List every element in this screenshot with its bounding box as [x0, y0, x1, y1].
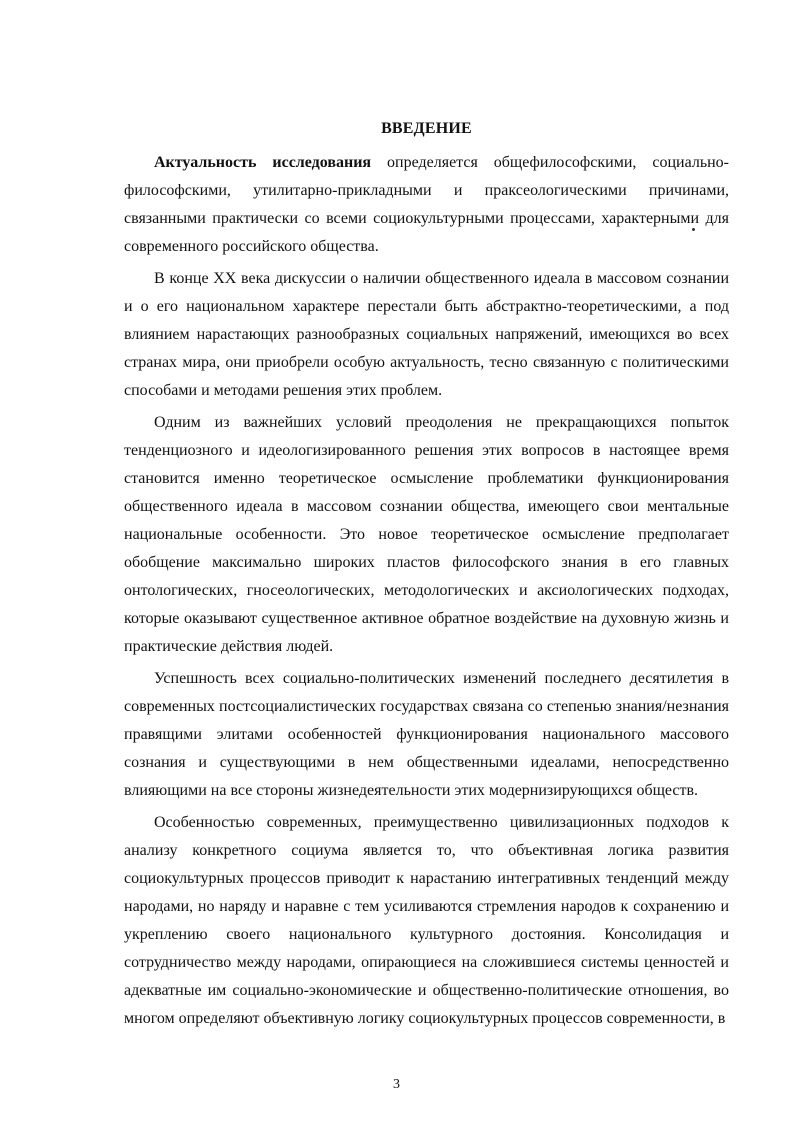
paragraph-text: Успешность всех социально-политических изменений последнего десятилетия в современных постсоциалистических государствах связана со степенью знания/незнания правящими элитами особенностей функционирования национального массового сознания и существующими в нем общественными идеалами, непосредственно влияющими на все стороны жизнедеятельности этих модернизирующихся обществ.: [124, 670, 729, 799]
paragraph-5: [124, 809, 729, 1033]
scan-speck: [692, 228, 695, 231]
paragraph-3: [124, 409, 729, 661]
paragraph-text: Одним из важнейших условий преодоления не прекращающихся попыток тенденциозного и идеологизированного решения этих вопросов в настоящее время становится именно теоретическое осмысление проблематики функционирования общественного идеала в массовом сознании общества, имеющего свои ментальные национальные особенности. Это новое теоретическое осмысление предполагает обобщение максимально широких пластов философского знания в его главных онтологических, гносеологических, методологических и аксиологических подходах, которые оказывают существенное активное обратное воздействие на духовную жизнь и практические действия людей.: [124, 414, 729, 655]
page-number: 3: [393, 1077, 400, 1092]
paragraph-1: [124, 149, 729, 261]
paragraph-text: Особенностью современных, преимущественно цивилизационных подходов к анализу конкретного социума является то, что объективная логика развития социокультурных процессов приводит к нарастанию интегративных тенденций между народами, но наряду и наравне с тем усиливаются стремления народов к сохранению и укреплению своего национального культурного достояния. Консолидация и сотрудничество между народами, опирающиеся на сложившиеся системы ценностей и адекватные им социально-экономические и общественно-политические отношения, во многом определяют объективную логику социокультурных процессов современности, в: [124, 814, 729, 1027]
paragraph-lead: Актуальность исследования: [154, 154, 372, 171]
paragraph-text: В конце XX века дискуссии о наличии общественного идеала в массовом сознании и о его национальном характере перестали быть абстрактно-теоретическими, а под влиянием нарастающих разнообразных социальных напряжений, имеющихся во всех странах мира, они приобрели особую актуальность, тесно связанную с политическими способами и методами решения этих проблем.: [124, 270, 729, 399]
page-content: [124, 118, 729, 1037]
paragraph-4: [124, 665, 729, 805]
paragraph-text: определяется общефилософскими, социально-философскими, утилитарно-прикладными и праксеологическими причинами, связанными практически со всеми социокультурными процессами, характерными для современного российского общества.: [124, 154, 729, 255]
section-title: ВВЕДЕНИЕ: [381, 120, 472, 137]
paragraph-2: [124, 265, 729, 405]
